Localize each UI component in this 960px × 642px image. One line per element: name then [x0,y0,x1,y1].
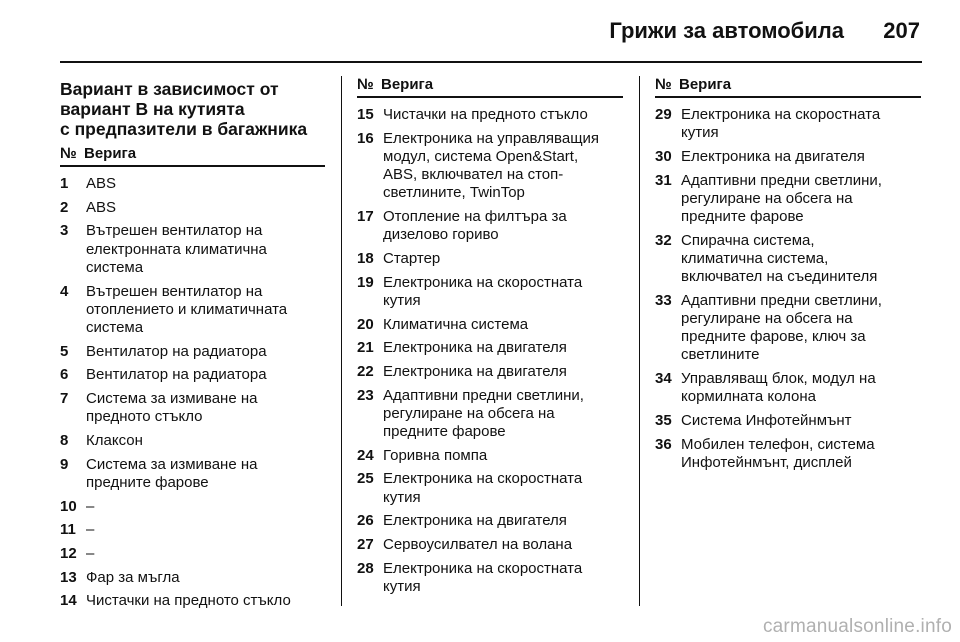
column-divider [341,76,342,606]
fuse-circuit [681,292,921,365]
fuse-circuit [383,363,623,381]
fuse-circuit-line: система [86,258,144,276]
fuse-row [655,148,921,166]
fuse-circuit-line: електронната климатична [86,240,267,258]
num-header: № [60,145,77,162]
fuse-row [357,512,623,530]
num-header: № [655,76,672,93]
fuse-circuit-line: Система Инфотейнмънт [681,412,852,430]
fuse-number: 20 [357,315,374,333]
fuse-circuit-line: система [86,318,144,336]
fuse-circuit-line: светлините, TwinTop [383,184,525,202]
fuse-number: 8 [60,431,69,449]
fuse-circuit-line: предните фарове, ключ за [681,328,866,346]
fuse-circuit [86,222,325,277]
fuse-circuit-line: Електроника на управляващия [383,129,600,147]
fuse-row [60,175,325,193]
fuse-row [60,569,325,587]
fuse-circuit-line: Вътрешен вентилатор на [86,222,263,240]
page-number: 207 [883,18,920,43]
fuse-circuit [681,232,921,287]
fuse-circuit [86,569,325,587]
section-heading [60,79,325,139]
fuse-circuit-line: Чистачки на предното стъкло [383,106,588,123]
fuse-circuit [86,175,325,193]
fuse-circuit-line: Управляващ блок, модул на [681,370,876,388]
circuit-header: Верига [679,76,732,93]
fuse-number: 25 [357,470,374,488]
fuse-circuit-line: Фар за мъгла [86,568,180,586]
fuse-row [357,560,623,596]
fuse-row [655,106,921,142]
fuse-circuit-line: предните фарове [383,423,506,441]
fuse-rows [655,106,921,472]
fuse-row [655,412,921,430]
fuse-row [357,536,623,554]
fuse-row [60,432,325,450]
fuse-circuit [383,470,623,506]
fuse-circuit [383,208,623,244]
fuse-number: 16 [357,129,374,147]
watermark: carmanualsonline.info [762,616,952,637]
fuse-circuit-line: Вентилатор на радиатора [86,366,267,384]
fuse-number: 3 [60,222,69,240]
fuse-row [60,456,325,492]
fuse-circuit-line: кутия [383,291,421,309]
fuse-circuit [86,366,325,384]
fuse-row [60,498,325,516]
fuse-number: 32 [655,231,672,249]
section-heading-line: вариант В на кутията [60,99,245,119]
fuse-number: 6 [60,366,69,384]
fuse-number: 26 [357,512,374,530]
fuse-circuit [681,370,921,406]
fuse-circuit-line: Адаптивни предни светлини, [681,291,882,309]
fuse-column-2 [357,76,623,602]
fuse-number: 15 [357,106,374,123]
fuse-circuit [86,521,325,539]
fuse-row [60,521,325,539]
fuse-circuit-line: Електроника на двигателя [383,339,567,357]
fuse-row [357,447,623,465]
fuse-number: 10 [60,497,77,515]
fuse-number: 24 [357,446,374,464]
fuse-rows [357,106,623,596]
fuse-circuit-line: Адаптивни предни светлини, [681,171,882,189]
fuse-number: 31 [655,171,672,189]
section-heading-line: Вариант в зависимост от [60,79,279,99]
fuse-number: 11 [60,521,76,539]
fuse-circuit-line: Сервоусилвател на волана [383,536,573,554]
fuse-circuit-line: кормилната колона [681,388,816,406]
page-header [60,0,922,63]
section-heading-line: с предпазители в багажника [60,119,308,139]
fuse-number: 22 [357,362,374,380]
fuse-circuit [383,316,623,334]
fuse-circuit-line: предното стъкло [86,408,203,426]
fuse-number: 28 [357,559,374,577]
fuse-number: 7 [60,390,69,408]
fuse-number: 21 [357,339,374,357]
fuse-circuit-line: Система за измиване на [86,390,258,408]
fuse-number: 35 [655,412,672,430]
fuse-circuit [86,390,325,426]
fuse-number: 34 [655,370,672,388]
fuse-circuit [86,456,325,492]
circuit-header: Верига [381,76,434,93]
fuse-circuit [383,250,623,268]
fuse-circuit-line: ABS [86,198,117,216]
fuse-row [357,208,623,244]
fuse-circuit [681,106,921,142]
fuse-circuit-line: Електроника на скоростната [383,559,583,577]
fuse-circuit [383,447,623,465]
fuse-circuit-line: Електроника на двигателя [383,362,567,380]
fuse-number: 5 [60,342,69,360]
fuse-row [655,370,921,406]
fuse-circuit [86,592,325,610]
fuse-circuit [383,387,623,442]
fuse-number: 27 [357,536,374,554]
fuse-number: 19 [357,273,374,291]
fuse-row [60,222,325,277]
fuse-circuit-line: Адаптивни предни светлини, [383,386,584,404]
fuse-row [60,390,325,426]
fuse-number: 12 [60,544,77,562]
fuse-row [357,316,623,334]
fuse-circuit-line: – [86,544,95,562]
fuse-circuit-line: модул, система Open&Start, [383,147,579,165]
fuse-circuit [383,512,623,530]
header-title: Грижи за автомобила [609,18,844,43]
fuse-number: 30 [655,147,672,165]
fuse-circuit-line: – [86,497,95,515]
fuse-circuit-line: Клаксон [86,431,143,449]
table-header [60,145,325,167]
fuse-circuit-line: регулиране на обсега на [681,310,853,328]
fuse-number: 36 [655,435,672,453]
fuse-circuit-line: Мобилен телефон, система [681,435,875,453]
fuse-row [655,436,921,472]
fuse-circuit-line: – [86,521,95,539]
fuse-row [357,274,623,310]
fuse-number: 29 [655,106,672,123]
fuse-number: 18 [357,249,374,267]
fuse-number: 14 [60,592,77,610]
fuse-row [60,283,325,338]
fuse-number: 4 [60,282,69,300]
fuse-circuit [383,560,623,596]
fuse-row [357,339,623,357]
table-header [655,76,921,98]
fuse-circuit [86,343,325,361]
fuse-row [655,292,921,365]
fuse-circuit-line: включвател на съединителя [681,268,878,286]
fuse-circuit-line: отоплението и климатичната [86,300,288,318]
fuse-circuit [681,172,921,227]
fuse-circuit-line: кутия [383,488,421,506]
fuse-circuit-line: дизелово гориво [383,226,499,244]
fuse-number: 33 [655,291,672,309]
fuse-number: 1 [60,175,69,192]
fuse-row [60,343,325,361]
fuse-circuit-line: климатична система, [681,249,829,267]
fuse-circuit-line: Инфотейнмънт, дисплей [681,453,852,471]
fuse-circuit-line: Климатична система [383,315,529,333]
fuse-circuit-line: ABS [86,175,117,192]
table-header [357,76,623,98]
fuse-circuit-line: Електроника на двигателя [681,147,865,165]
fuse-circuit [86,545,325,563]
fuse-rows [60,175,325,611]
fuse-number: 23 [357,386,374,404]
fuse-column-1 [60,76,325,616]
fuse-column-3 [655,76,921,478]
fuse-circuit-line: Система за измиване на [86,455,258,473]
fuse-circuit-line: Електроника на скоростната [383,470,583,488]
fuse-circuit [383,130,623,203]
fuse-circuit [86,283,325,338]
fuse-circuit [86,498,325,516]
fuse-circuit-line: Електроника на скоростната [681,106,881,123]
fuse-number: 17 [357,208,374,226]
fuse-circuit [383,339,623,357]
fuse-circuit-line: кутия [383,577,421,595]
fuse-row [357,250,623,268]
fuse-circuit-line: Вътрешен вентилатор на [86,282,263,300]
fuse-circuit-line: регулиране на обсега на [383,404,555,422]
fuse-circuit-line: предните фарове [681,208,804,226]
fuse-circuit-line: ABS, включвател на стоп- [383,166,564,184]
fuse-circuit-line: светлините [681,346,760,364]
fuse-row [357,470,623,506]
fuse-number: 13 [60,568,77,586]
fuse-row [655,172,921,227]
fuse-row [60,592,325,610]
fuse-circuit-line: предните фарове [86,473,209,491]
fuse-circuit [86,432,325,450]
fuse-circuit-line: Горивна помпа [383,446,488,464]
fuse-row [60,545,325,563]
fuse-number: 2 [60,198,69,216]
fuse-circuit [383,274,623,310]
fuse-circuit [681,148,921,166]
fuse-circuit-line: Електроника на скоростната [383,273,583,291]
fuse-circuit [681,436,921,472]
fuse-circuit [383,536,623,554]
fuse-row [655,232,921,287]
num-header: № [357,76,374,93]
fuse-circuit-line: Вентилатор на радиатора [86,342,267,360]
fuse-circuit-line: Стартер [383,249,441,267]
fuse-circuit-line: Спирачна система, [681,231,815,249]
fuse-row [357,363,623,381]
fuse-circuit-line: Чистачки на предното стъкло [86,592,291,610]
column-divider [639,76,640,606]
circuit-header: Верига [84,145,137,162]
fuse-circuit [383,106,623,124]
fuse-row [357,387,623,442]
fuse-number: 9 [60,455,69,473]
fuse-row [60,366,325,384]
fuse-circuit-line: кутия [681,124,719,142]
fuse-circuit-line: регулиране на обсега на [681,189,853,207]
fuse-circuit-line: Отопление на филтъра за [383,208,567,226]
fuse-circuit [681,412,921,430]
fuse-circuit-line: Електроника на двигателя [383,512,567,530]
fuse-circuit [86,199,325,217]
fuse-row [357,106,623,124]
fuse-row [357,130,623,203]
fuse-row [60,199,325,217]
